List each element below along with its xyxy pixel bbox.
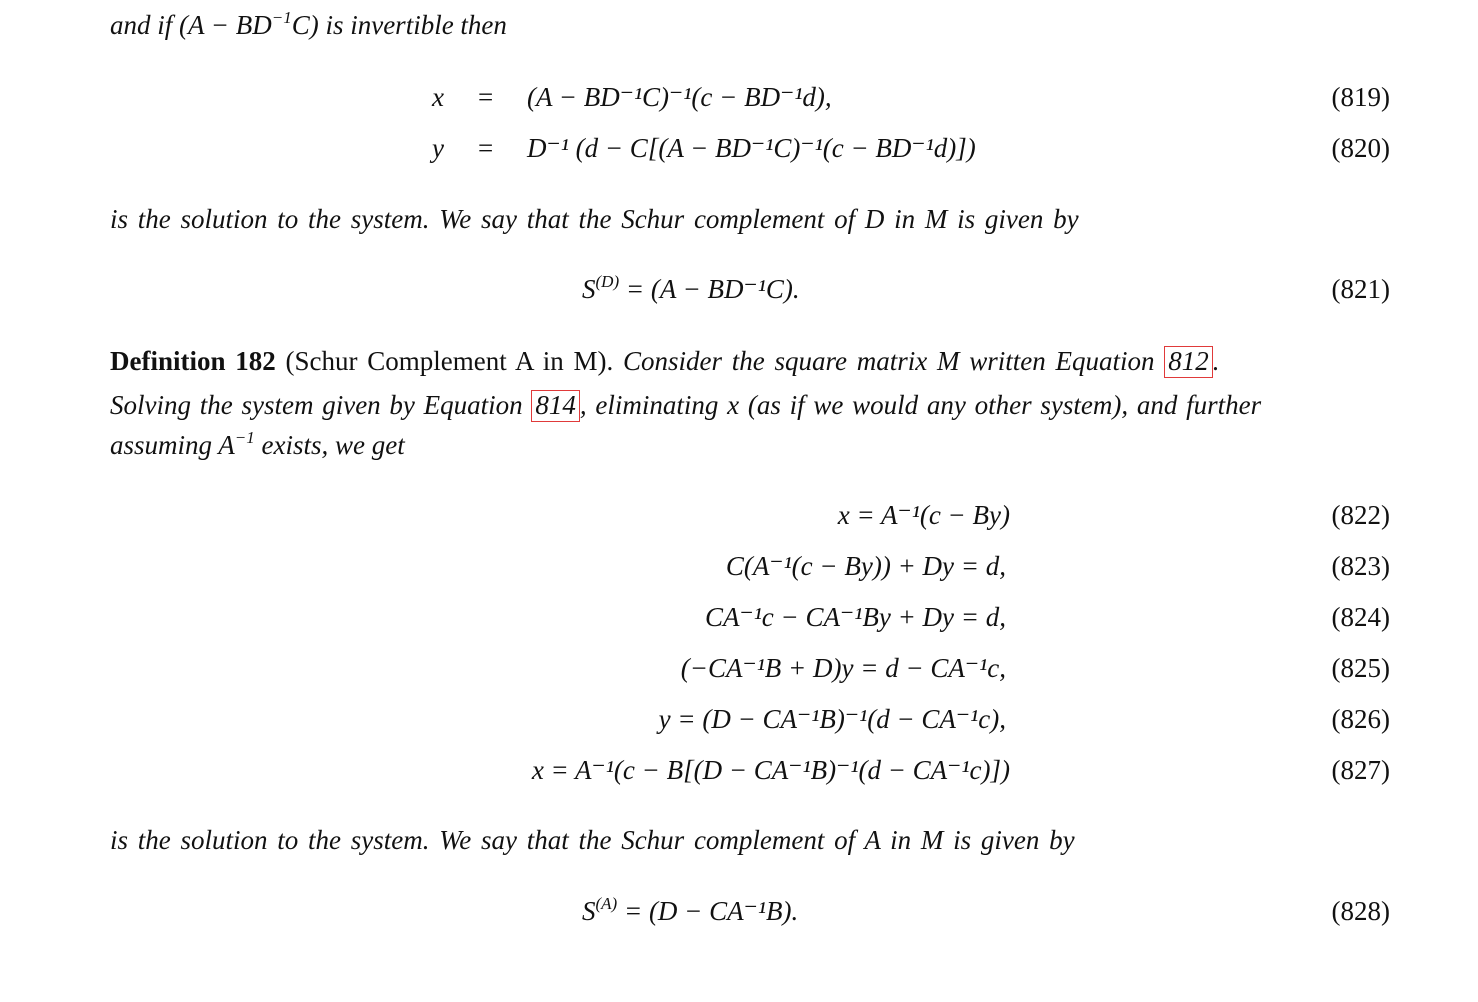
eq825-expression: (−CA⁻¹B + D)y = d − CA⁻¹c, <box>680 653 1006 683</box>
definition-line-2 <box>110 390 1261 422</box>
eq828-expression <box>582 894 799 926</box>
eq828-number: (828) <box>1331 896 1390 926</box>
eq828-sup: (A) <box>595 894 618 913</box>
eq820-rhs: D⁻¹ (d − C[(A − BD⁻¹C)⁻¹(c − BD⁻¹d)]) <box>527 133 976 163</box>
intro-text <box>110 8 507 40</box>
eq819-lhs: x <box>432 82 444 112</box>
eq828-lhs: S <box>582 896 596 926</box>
eq823-expression: C(A⁻¹(c − By)) + Dy = d, <box>725 551 1006 581</box>
eq821-sup: (D) <box>595 272 620 291</box>
eq828-rhs: = (D − CA⁻¹B). <box>623 896 799 926</box>
eq827-expression: x = A⁻¹(c − B[(D − CA⁻¹B)⁻¹(d − CA⁻¹c)]) <box>531 755 1010 785</box>
definition-line-3 <box>110 428 405 460</box>
definition-line1-text: Consider the square matrix M written Equation <box>623 346 1155 376</box>
eq825-number: (825) <box>1331 653 1390 683</box>
eq820-rel: = <box>478 133 494 163</box>
eq826-expression: y = (D − CA⁻¹B)⁻¹(d − CA⁻¹c), <box>658 704 1006 734</box>
definition-line3-sup: −1 <box>234 428 255 447</box>
definition-line3a: assuming A <box>110 430 235 460</box>
solution-d-text: is the solution to the system. We say that the Schur complement of D in M is given by <box>110 204 1079 234</box>
definition-title: (Schur Complement A in M). <box>285 346 614 376</box>
intro-text-tail: C) is invertible then <box>291 10 507 40</box>
eq824-number: (824) <box>1331 602 1390 632</box>
eq824-expression: CA⁻¹c − CA⁻¹By + Dy = d, <box>704 602 1006 632</box>
eq820-lhs: y <box>432 133 444 163</box>
eq827-number: (827) <box>1331 755 1390 785</box>
eq821-expression <box>582 272 800 304</box>
eq820-number: (820) <box>1331 133 1390 163</box>
definition-line3b: exists, we get <box>254 430 405 460</box>
eq822-expression: x = A⁻¹(c − By) <box>837 500 1010 530</box>
eq822-number: (822) <box>1331 500 1390 530</box>
eq819-number: (819) <box>1331 82 1390 112</box>
eq826-number: (826) <box>1331 704 1390 734</box>
eq821-lhs: S <box>582 274 596 304</box>
eq821-number: (821) <box>1331 274 1390 304</box>
equation-ref-814-link[interactable]: 814 <box>531 390 580 422</box>
definition-line2b: , eliminating x (as if we would any other system), and further <box>579 390 1262 420</box>
eq821-rhs: = (A − BD⁻¹C). <box>625 274 800 304</box>
intro-superscript: −1 <box>271 8 292 27</box>
definition-label: Definition 182 <box>110 346 276 376</box>
intro-text-head: and if (A − BD <box>110 10 272 40</box>
definition-line-1: Definition 182 (Schur Complement A in M). Consider the square matrix M written Equation 812 . <box>110 346 1220 376</box>
solution-a-text: is the solution to the system. We say that the Schur complement of A in M is given by <box>110 825 1075 855</box>
eq823-number: (823) <box>1331 551 1390 581</box>
eq819-rhs: (A − BD⁻¹C)⁻¹(c − BD⁻¹d), <box>527 82 832 112</box>
definition-line2a: Solving the system given by Equation <box>110 390 523 420</box>
equation-ref-812-link[interactable]: 812 <box>1164 346 1213 378</box>
eq819-rel: = <box>478 82 494 112</box>
